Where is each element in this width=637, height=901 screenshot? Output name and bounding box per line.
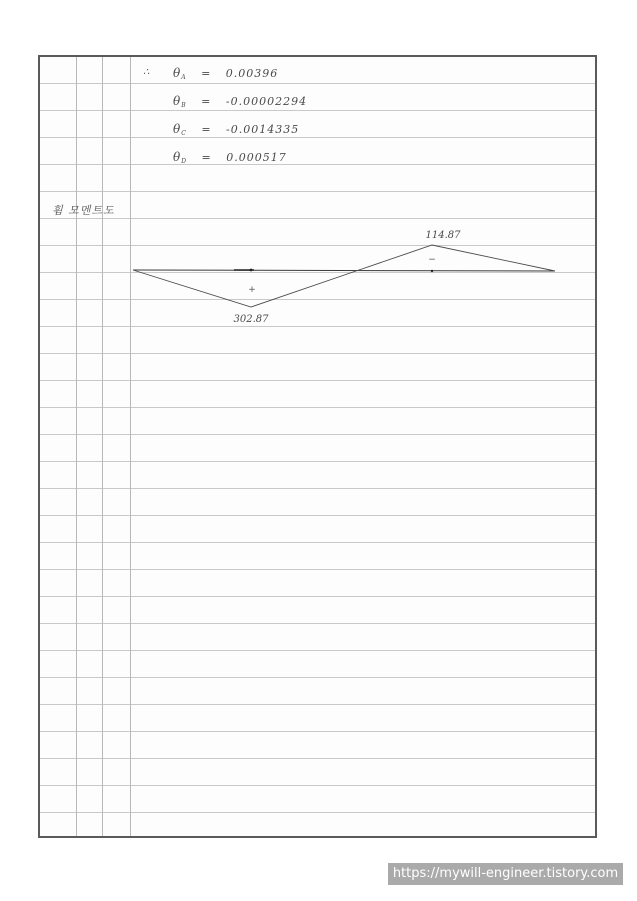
therefore-symbol: ∴ xyxy=(143,67,150,78)
theta-a-value: 0.00396 xyxy=(225,67,279,80)
theta-a-equals: = xyxy=(201,67,212,80)
beam-axis-line xyxy=(133,270,555,271)
theta-b-value: -0.00002294 xyxy=(225,95,308,108)
theta-c-equals: = xyxy=(201,123,212,136)
positive-sign: + xyxy=(248,285,256,295)
positive-moment-value: 302.87 xyxy=(233,314,269,325)
theta-b-symbol: θ xyxy=(173,94,182,108)
theta-b-subscript: B xyxy=(181,102,187,109)
theta-c-subscript: C xyxy=(181,130,187,137)
theta-d-equals: = xyxy=(201,151,212,164)
theta-d-symbol: θ xyxy=(173,150,182,164)
theta-c-symbol: θ xyxy=(173,122,182,136)
watermark-url: https://mywill-engineer.tistory.com xyxy=(388,863,623,885)
theta-c-value: -0.0014335 xyxy=(226,123,300,136)
negative-sign: − xyxy=(428,255,436,265)
theta-a-subscript: A xyxy=(181,74,187,81)
theta-d-value: 0.000517 xyxy=(226,151,287,164)
negative-moment-value: 114.87 xyxy=(425,230,461,241)
axis-dot-right xyxy=(431,270,433,272)
theta-a-symbol: θ xyxy=(173,66,182,80)
bmd-label: 휨 모멘트도 xyxy=(52,204,115,217)
positive-moment-region xyxy=(133,270,356,307)
theta-b-equals: = xyxy=(201,95,212,108)
axis-dot-left xyxy=(250,269,253,272)
theta-d-subscript: D xyxy=(181,158,188,165)
negative-moment-region xyxy=(356,245,555,271)
